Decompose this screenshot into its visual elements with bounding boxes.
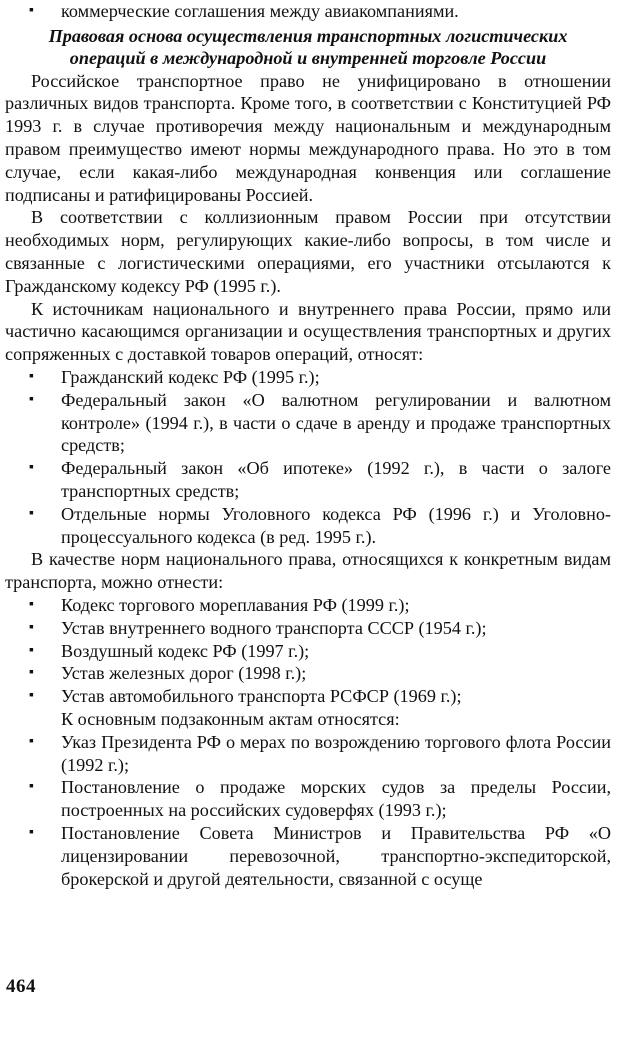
list-item	[5, 617, 611, 640]
list-item	[5, 594, 611, 617]
list-item	[5, 776, 611, 822]
paragraph: К источникам национального и внутреннего права России, прямо или частично касающимся организации и осуществления транспортных и других сопряженных с доставкой товаров операций, относят:	[5, 298, 611, 365]
list-item	[5, 640, 611, 663]
list-item-text: Устав внутреннего водного транспорта СССР (1954 г.);	[61, 617, 487, 638]
list-item	[5, 366, 611, 389]
list-item-text: Указ Президента РФ о мерах по возрождению торгового флота России (1992 г.);	[61, 731, 611, 775]
list-item-text: коммерческие соглашения между авиакомпаниями.	[61, 1, 459, 21]
list-item-text: Гражданский кодекс РФ (1995 г.);	[61, 366, 320, 387]
heading-line: Правовая основа осуществления транспортных логистических	[48, 25, 568, 46]
list-item-text: Устав автомобильного транспорта РСФСР (1969 г.);	[61, 686, 462, 707]
list-item-text: Постановление Совета Министров и Правительства РФ «О лицензировании перевозочной, транспортно-экспедиторской, брокерской и другой деятельности, связанной с осуще	[61, 822, 611, 889]
paragraph: В качестве норм национального права, относящихся к конкретным видам транспорта, можно отнести:	[5, 549, 611, 593]
list-item	[5, 685, 611, 708]
heading-line: операций в международной и внутренней торговле России	[69, 48, 547, 69]
list-item	[5, 0, 611, 23]
page-number: 464	[6, 976, 36, 997]
list-item-text: Устав железных дорог (1998 г.);	[61, 663, 307, 684]
list-item	[5, 662, 611, 685]
list-continuation: К основным подзаконным актам относятся:	[61, 708, 400, 729]
list-item-text: Отдельные нормы Уголовного кодекса РФ (1996 г.) и Уголовно-процессуального кодекса (в ред. 1995 г.).	[61, 503, 611, 547]
list-item	[5, 503, 611, 549]
list-item	[5, 822, 611, 890]
list-item-text: Кодекс торгового мореплавания РФ (1999 г.);	[61, 594, 410, 615]
list-item-text: Воздушный кодекс РФ (1997 г.);	[61, 640, 310, 661]
list-item-text: Федеральный закон «О валютном регулировании и валютном контроле» (1994 г.), в части о сдаче в аренду и продаже транспортных средств;	[61, 389, 611, 456]
paragraph: Российское транспортное право не унифицировано в отношении различных видов транспорта. Кроме того, в соответствии с Конституцией РФ 1993 г. в случае противоречия между национальным и международным правом преимущество имеют нормы международного права. Но это в том случае, если какая-либо международная конвенция или соглашение подписаны и ратифицированы Россией.	[5, 70, 611, 205]
list-item	[5, 457, 611, 503]
section-heading	[5, 25, 611, 70]
list-item	[5, 389, 611, 457]
paragraph: В соответствии с коллизионным правом России при отсутствии необходимых норм, регулирующих какие-либо вопросы, в том числе и связанные с логистическими операциями, его участники отсылаются к Гражданскому кодексу РФ (1995 г.).	[5, 207, 611, 296]
list-item	[5, 731, 611, 777]
list-item-text: Постановление о продаже морских судов за пределы России, построенных на российских судоверфях (1993 г.);	[61, 777, 611, 821]
page-content	[5, 0, 611, 890]
list-item-text: Федеральный закон «Об ипотеке» (1992 г.), в части о залоге транспортных средств;	[61, 458, 611, 501]
